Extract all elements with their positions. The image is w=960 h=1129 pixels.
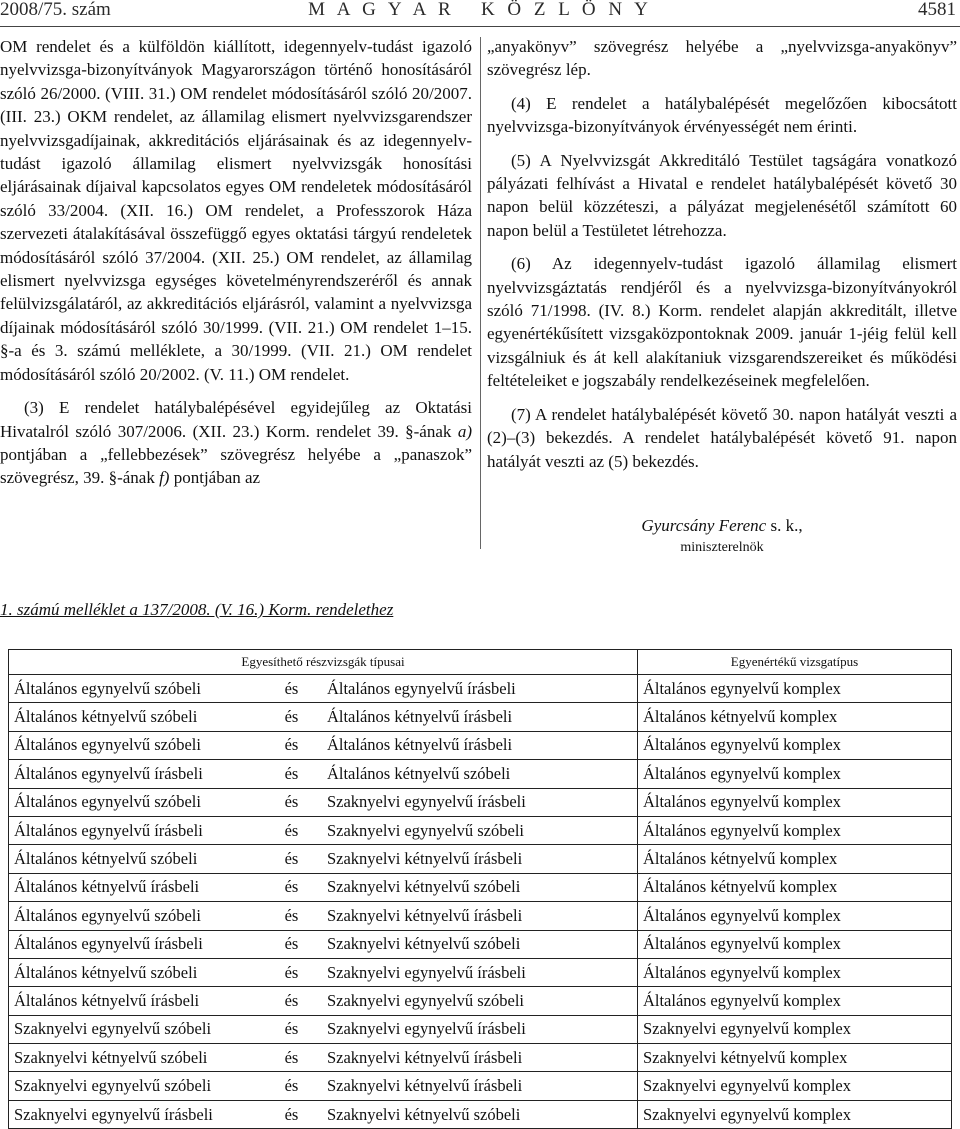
conjunction-cell: és bbox=[280, 703, 322, 731]
header-rule bbox=[0, 26, 960, 27]
first-exam-part-cell: Általános kétnyelvű szóbeli bbox=[9, 845, 280, 873]
table-row bbox=[9, 873, 952, 901]
first-exam-part-cell: Szaknyelvi egynyelvű szóbeli bbox=[9, 1072, 280, 1100]
right-paragraph-3: (5) A Nyelvvizsgát Akkreditáló Testület tagságára vonatkozó pályázati felhívást a Hivatal e rendelet hatálybalépését követő 30 napon belül közzéteszi, a pályázat megjelenésétől számított 60 napon belül a Testületet létrehozza. bbox=[487, 150, 957, 240]
left-column bbox=[0, 35, 472, 500]
conjunction-cell: és bbox=[280, 1072, 322, 1100]
right-paragraph-4: (6) Az idegennyelv-tudást igazoló államilag elismert nyelvvizsgáztatás rendjéről és a nyelvvizsga-bizonyítványokról szóló 71/1998. (IV. 8.) Korm. rendelet alapján akkreditált, illetve egyenértékűsített vizsgaközpontoknak 2009. január 1-jéig felül kell vizsgálniuk és át kell alakítaniuk vizsgarendszereiket és működési feltételeiket e jogszabály rendelkezéseinek megfelelően. bbox=[487, 254, 957, 391]
second-exam-part-cell: Általános kétnyelvű írásbeli bbox=[322, 731, 638, 759]
right-paragraph-5: (7) A rendelet hatálybalépését követő 30. napon hatályát veszti a (2)–(3) bekezdés. A rendelet hatálybalépését követő 91. napon hatályát veszti az (5) bekezdés. bbox=[487, 404, 957, 471]
table-row bbox=[9, 987, 952, 1015]
page-header bbox=[0, 0, 960, 22]
table-body bbox=[9, 675, 952, 1129]
conjunction-cell: és bbox=[280, 1015, 322, 1043]
conjunction-cell: és bbox=[280, 788, 322, 816]
equivalent-exam-cell: Általános egynyelvű komplex bbox=[637, 675, 951, 703]
equivalent-exam-cell: Általános egynyelvű komplex bbox=[637, 902, 951, 930]
table-row bbox=[9, 958, 952, 986]
right-paragraph-1: „anyakönyv” szövegrész helyébe a „nyelvvizsga-anyakönyv” szövegrész lép. bbox=[487, 37, 957, 80]
paragraph-2-text-b: pontjában a „fellebbezések” szövegrész helyébe a „panaszok” szövegrész, 39. §-ának bbox=[0, 444, 472, 488]
conjunction-cell: és bbox=[280, 902, 322, 930]
second-exam-part-cell: Szaknyelvi kétnyelvű írásbeli bbox=[322, 845, 638, 873]
equivalent-exam-cell: Általános kétnyelvű komplex bbox=[637, 845, 951, 873]
left-paragraph-1: OM rendelet és a külföldön kiállított, idegennyelv-tudást igazoló nyelvvizsga-bizonyítványok Magyarországon történő honosításáról szóló 26/2000. (VIII. 31.) OM rendelet módosításáról szóló 20/2007. (III. 23.) OKM rendelet, az államilag elismert nyelvvizsgarendszer nyelvvizsgadíjainak, akkreditációs eljárásainak és az idegennyelv-tudást igazoló államilag elismert nyelvvizsgák honosítási eljárásainak díjaival kapcsolatos egyes OM rendeletek módosításáról szóló 33/2004. (XII. 16.) OM rendelet, a Professzorok Háza szervezeti átalakításával összefüggő egyes oktatási tárgyú rendeletek módosításáról szóló 37/2004. (XII. 25.) OM rendelet, az államilag elismert nyelvvizsga egységes követelményrendszeréről és annak felülvizsgálatáról, az akkreditációs eljárásról, valamint a nyelvvizsga díjainak módosításáról szóló 30/1999. (VII. 21.) OM rendelet 1–15. §-a és 3. számú melléklete, a 30/1999. (VII. 21.) OM rendelet módosításáról szóló 20/2002. (V. 11.) OM rendelet. bbox=[0, 37, 472, 384]
first-exam-part-cell: Általános egynyelvű írásbeli bbox=[9, 930, 280, 958]
first-exam-part-cell: Általános kétnyelvű szóbeli bbox=[9, 703, 280, 731]
second-exam-part-cell: Szaknyelvi egynyelvű szóbeli bbox=[322, 816, 638, 844]
second-exam-part-cell: Szaknyelvi egynyelvű írásbeli bbox=[322, 788, 638, 816]
second-exam-part-cell: Szaknyelvi egynyelvű szóbeli bbox=[322, 987, 638, 1015]
equivalent-exam-cell: Szaknyelvi egynyelvű komplex bbox=[637, 1100, 951, 1128]
annex-title: 1. számú melléklet a 137/2008. (V. 16.) Korm. rendelethez bbox=[0, 600, 394, 619]
second-exam-part-cell: Szaknyelvi egynyelvű írásbeli bbox=[322, 958, 638, 986]
table-row bbox=[9, 1100, 952, 1128]
conjunction-cell: és bbox=[280, 816, 322, 844]
conjunction-cell: és bbox=[280, 930, 322, 958]
conjunction-cell: és bbox=[280, 1100, 322, 1128]
header-equivalent-type: Egyenértékű vizsgatípus bbox=[637, 650, 951, 675]
first-exam-part-cell: Általános egynyelvű szóbeli bbox=[9, 788, 280, 816]
conjunction-cell: és bbox=[280, 845, 322, 873]
table-row bbox=[9, 930, 952, 958]
signer-name: Gyurcsány Ferenc bbox=[641, 516, 767, 535]
second-exam-part-cell: Szaknyelvi egynyelvű írásbeli bbox=[322, 1015, 638, 1043]
table-row bbox=[9, 845, 952, 873]
left-paragraph-2 bbox=[0, 396, 472, 490]
equivalent-exam-cell: Általános egynyelvű komplex bbox=[637, 958, 951, 986]
conjunction-cell: és bbox=[280, 1044, 322, 1072]
first-exam-part-cell: Általános egynyelvű szóbeli bbox=[9, 675, 280, 703]
equivalent-exam-cell: Általános egynyelvű komplex bbox=[637, 760, 951, 788]
first-exam-part-cell: Általános kétnyelvű írásbeli bbox=[9, 987, 280, 1015]
conjunction-cell: és bbox=[280, 958, 322, 986]
page-number: 4581 bbox=[918, 0, 956, 20]
equivalent-exam-cell: Általános egynyelvű komplex bbox=[637, 930, 951, 958]
issue-number: 2008/75. szám bbox=[0, 0, 111, 20]
equivalent-exam-cell: Általános kétnyelvű komplex bbox=[637, 873, 951, 901]
table-row bbox=[9, 1044, 952, 1072]
first-exam-part-cell: Általános egynyelvű írásbeli bbox=[9, 816, 280, 844]
second-exam-part-cell: Általános egynyelvű írásbeli bbox=[322, 675, 638, 703]
table-row bbox=[9, 703, 952, 731]
equivalent-exam-cell: Általános egynyelvű komplex bbox=[637, 788, 951, 816]
first-exam-part-cell: Általános egynyelvű írásbeli bbox=[9, 760, 280, 788]
second-exam-part-cell: Általános kétnyelvű szóbeli bbox=[322, 760, 638, 788]
first-exam-part-cell: Szaknyelvi kétnyelvű szóbeli bbox=[9, 1044, 280, 1072]
table-row bbox=[9, 788, 952, 816]
signer-role: miniszterelnök bbox=[680, 540, 764, 555]
equivalent-exam-cell: Általános egynyelvű komplex bbox=[637, 731, 951, 759]
table-row bbox=[9, 760, 952, 788]
signature-line bbox=[487, 516, 957, 536]
first-exam-part-cell: Általános kétnyelvű szóbeli bbox=[9, 958, 280, 986]
paragraph-2-text-a: (3) E rendelet hatálybalépésével egyidejűleg az Oktatási Hivatalról szóló 307/2006. (XII. 23.) Korm. rendelet 39. §-ának bbox=[0, 398, 472, 441]
exam-equivalence-table bbox=[8, 649, 952, 1129]
table-row bbox=[9, 675, 952, 703]
table-row bbox=[9, 731, 952, 759]
signature-block bbox=[487, 516, 957, 556]
first-exam-part-cell: Általános egynyelvű szóbeli bbox=[9, 731, 280, 759]
second-exam-part-cell: Szaknyelvi kétnyelvű írásbeli bbox=[322, 1072, 638, 1100]
second-exam-part-cell: Szaknyelvi kétnyelvű írásbeli bbox=[322, 1044, 638, 1072]
table-row bbox=[9, 816, 952, 844]
second-exam-part-cell: Szaknyelvi kétnyelvű szóbeli bbox=[322, 930, 638, 958]
column-divider bbox=[480, 37, 481, 549]
equivalent-exam-cell: Szaknyelvi kétnyelvű komplex bbox=[637, 1044, 951, 1072]
equivalent-exam-cell: Általános egynyelvű komplex bbox=[637, 816, 951, 844]
first-exam-part-cell: Szaknyelvi egynyelvű szóbeli bbox=[9, 1015, 280, 1043]
first-exam-part-cell: Általános egynyelvű szóbeli bbox=[9, 902, 280, 930]
right-column bbox=[487, 35, 957, 483]
conjunction-cell: és bbox=[280, 873, 322, 901]
table-header-row bbox=[9, 650, 952, 675]
second-exam-part-cell: Általános kétnyelvű írásbeli bbox=[322, 703, 638, 731]
equivalent-exam-cell: Szaknyelvi egynyelvű komplex bbox=[637, 1072, 951, 1100]
table-row bbox=[9, 1015, 952, 1043]
table-row bbox=[9, 1072, 952, 1100]
right-paragraph-2: (4) E rendelet a hatálybalépését megelőzően kibocsátott nyelvvizsga-bizonyítványok érvényességét nem érinti. bbox=[487, 93, 957, 137]
equivalent-exam-cell: Általános egynyelvű komplex bbox=[637, 987, 951, 1015]
equivalent-exam-cell: Szaknyelvi egynyelvű komplex bbox=[637, 1015, 951, 1043]
second-exam-part-cell: Szaknyelvi kétnyelvű szóbeli bbox=[322, 1100, 638, 1128]
paragraph-2-text-c: pontjában az bbox=[169, 468, 261, 488]
header-combinable-types: Egyesíthető részvizsgák típusai bbox=[9, 650, 638, 675]
first-exam-part-cell: Általános kétnyelvű írásbeli bbox=[9, 873, 280, 901]
point-a-ref: a) bbox=[457, 421, 472, 441]
equivalent-exam-cell: Általános kétnyelvű komplex bbox=[637, 703, 951, 731]
conjunction-cell: és bbox=[280, 760, 322, 788]
point-f-ref: f) bbox=[159, 468, 170, 488]
conjunction-cell: és bbox=[280, 731, 322, 759]
signer-suffix: s. k., bbox=[766, 516, 803, 535]
journal-title: M A G Y A R K Ö Z L Ö N Y bbox=[308, 0, 652, 20]
conjunction-cell: és bbox=[280, 675, 322, 703]
second-exam-part-cell: Szaknyelvi kétnyelvű írásbeli bbox=[322, 902, 638, 930]
conjunction-cell: és bbox=[280, 987, 322, 1015]
table-row bbox=[9, 902, 952, 930]
second-exam-part-cell: Szaknyelvi kétnyelvű szóbeli bbox=[322, 873, 638, 901]
first-exam-part-cell: Szaknyelvi egynyelvű írásbeli bbox=[9, 1100, 280, 1128]
